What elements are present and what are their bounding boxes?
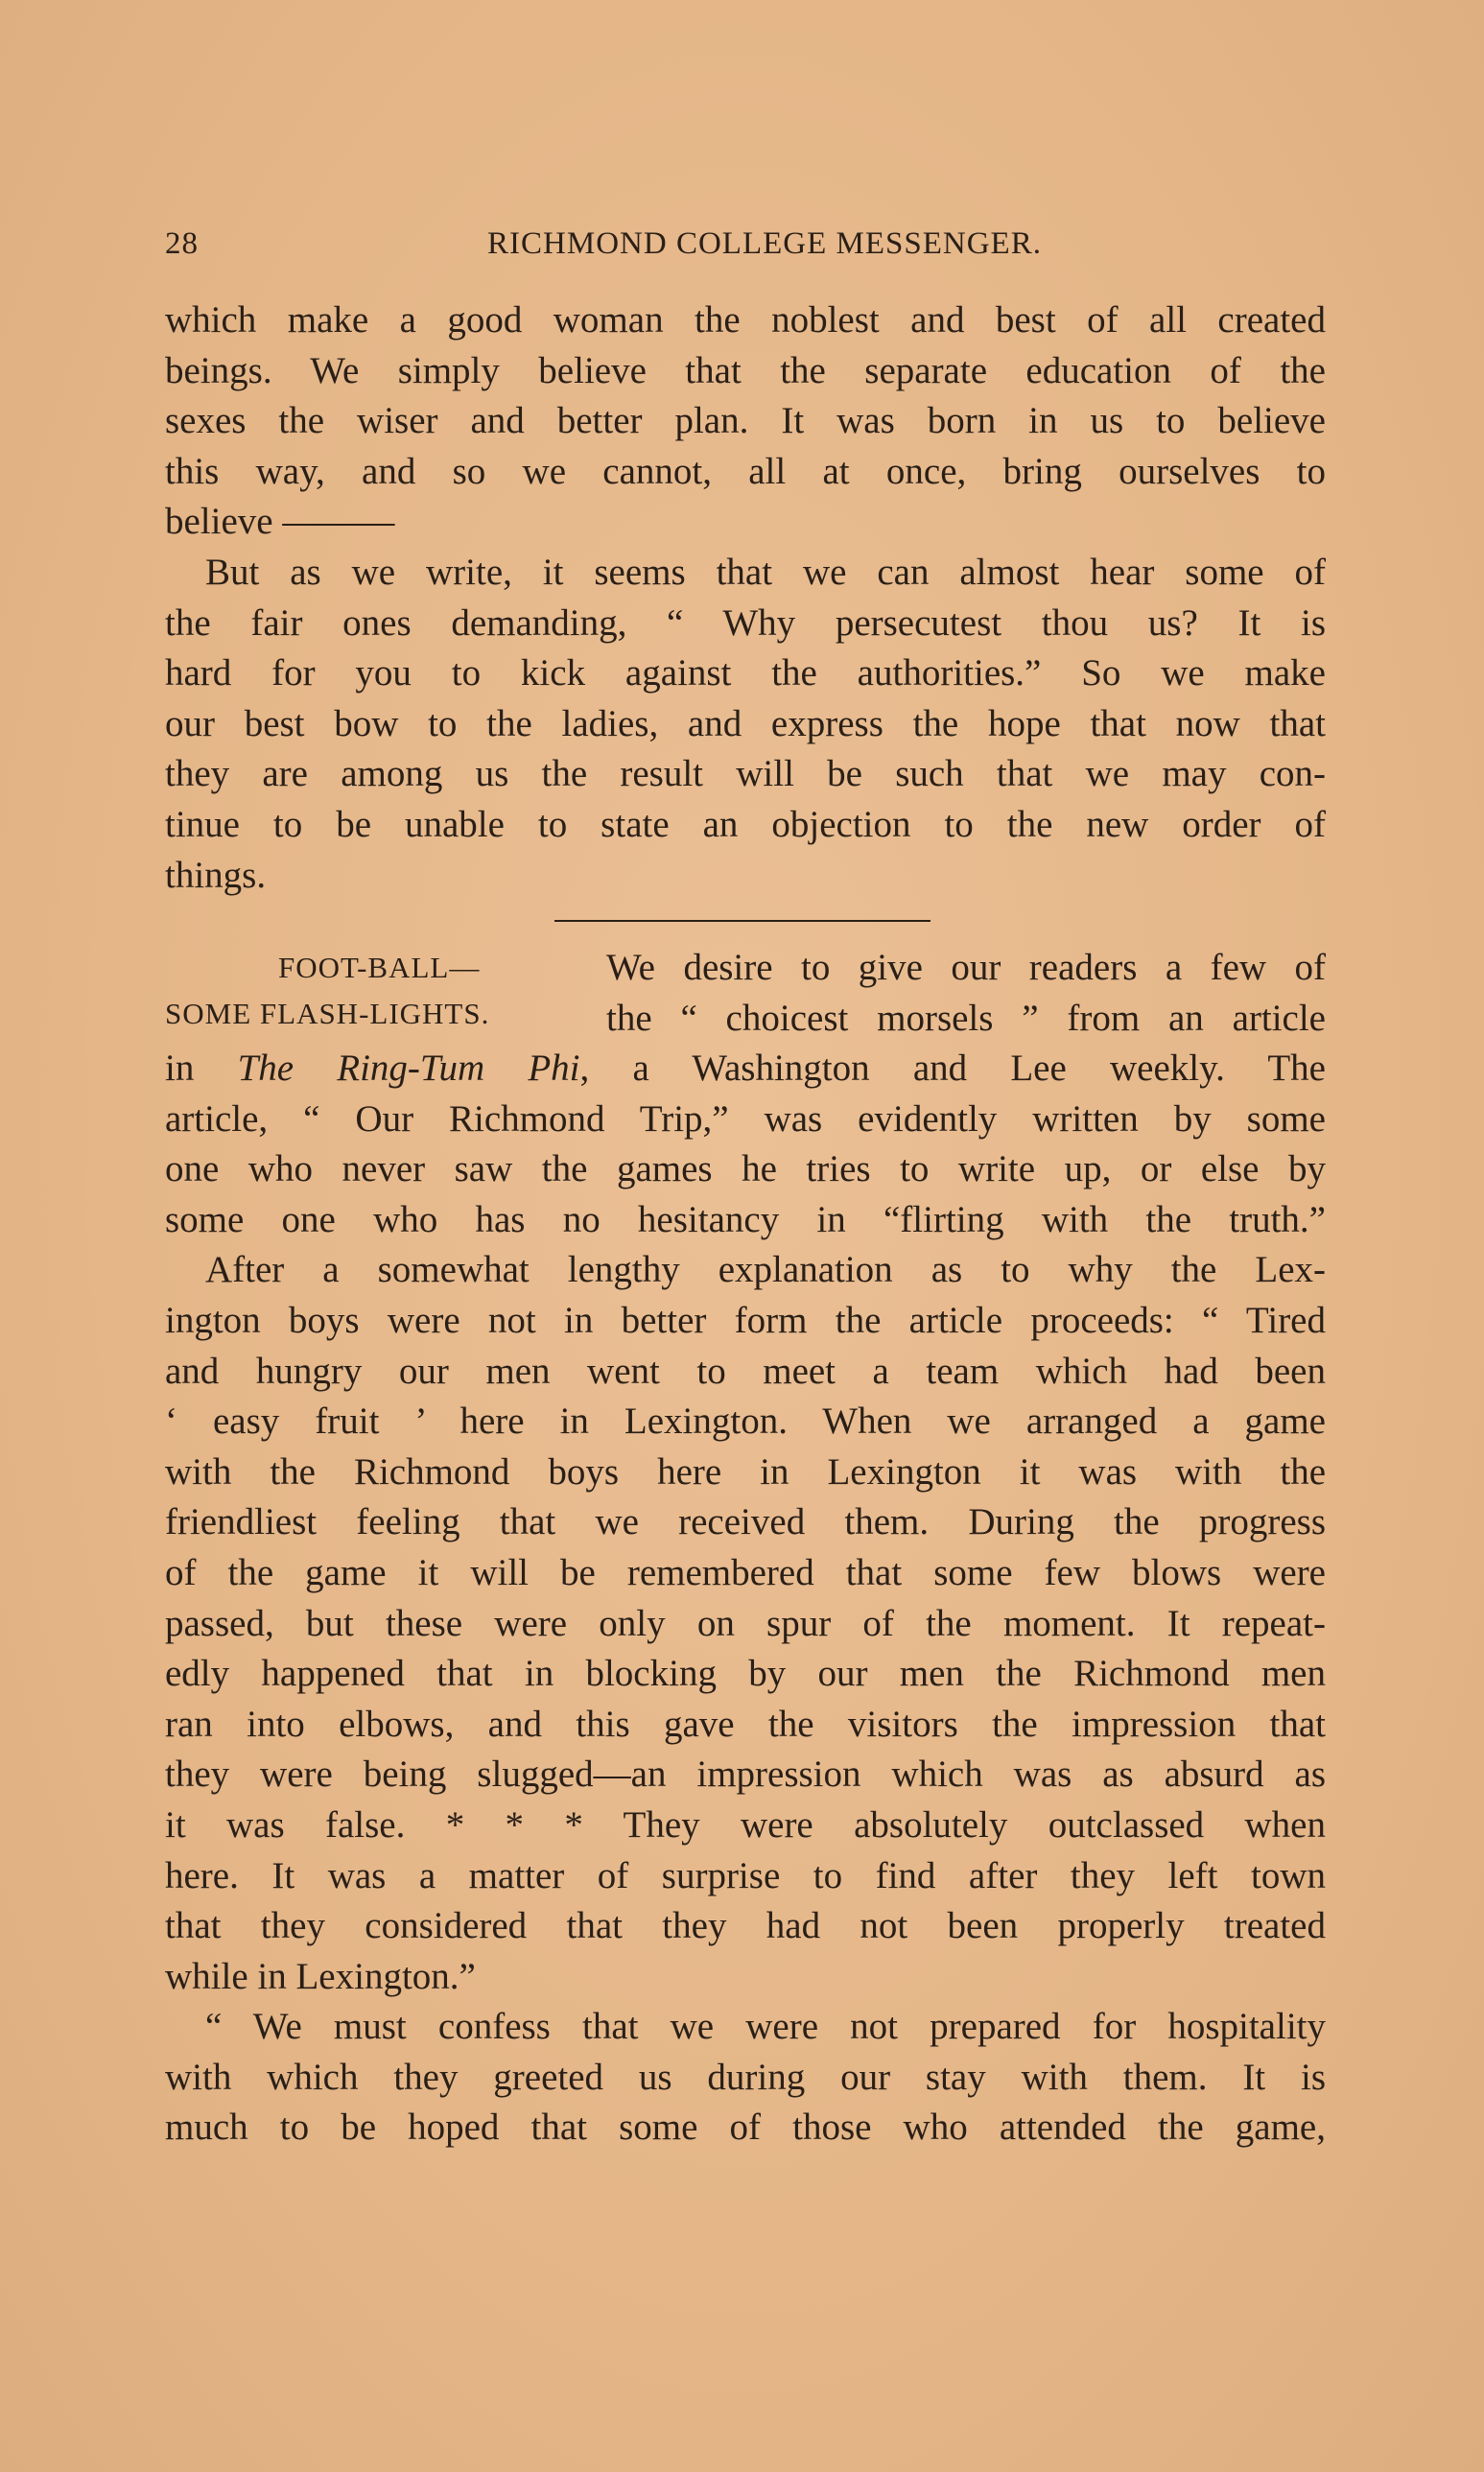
text-line: and hungry our men went to meet a team which had been	[165, 1350, 1326, 1392]
text-line: which make a good woman the noblest and best of all created	[165, 299, 1326, 341]
text-line: here. It was a matter of surprise to find after they left town	[165, 1854, 1326, 1896]
text-line: the fair ones demanding, “ Why persecutest thou us? It is	[165, 601, 1326, 644]
text-line	[165, 1044, 1326, 1095]
text-line: passed, but these were only on spur of the moment. It repeat-	[165, 1602, 1326, 1644]
text-line: that they considered that they had not been properly treated	[165, 1905, 1326, 1947]
text-line: they were being slugged—an impression which was as absurd as	[165, 1754, 1326, 1796]
text-line: edly happened that in blocking by our men the Richmond men	[165, 1653, 1326, 1695]
text-line: hard for you to kick against the authorities.” So we make	[165, 652, 1326, 695]
text-line: while in Lexington.”	[165, 1955, 476, 1997]
text-line: sexes the wiser and better plan. It was born in us to believe	[165, 400, 1326, 442]
page-number: 28	[165, 226, 199, 261]
text-line: things.	[165, 854, 267, 896]
section-heading	[165, 945, 606, 1037]
text-line: much to be hoped that some of those who attended the game,	[165, 2107, 1326, 2149]
text-line: After a somewhat lengthy explanation as to why the Lex-	[205, 1249, 1326, 1291]
publication-title: The Ring-Tum Phi	[237, 1048, 580, 1089]
section-heading-line: FOOT-BALL—	[278, 951, 481, 984]
text-line: the “ choicest morsels ” from an article	[606, 997, 1326, 1039]
text-line: But as we write, it seems that we can almost hear some of	[205, 551, 1326, 593]
text-line: with the Richmond boys here in Lexington it was with the	[165, 1450, 1326, 1493]
text-line: article, “ Our Richmond Trip,” was evidently written by some	[165, 1097, 1326, 1140]
text-line: ran into elbows, and this gave the visitors the impression that	[165, 1703, 1326, 1745]
text-fragment: in	[165, 1048, 238, 1089]
text-line: beings. We simply believe that the separate education of the	[165, 349, 1326, 391]
text-line: some one who has no hesitancy in “flirting with the truth.”	[165, 1198, 1326, 1240]
text-line: they are among us the result will be such that we may con-	[165, 753, 1326, 795]
text-line: We desire to give our readers a few of	[606, 947, 1326, 988]
text-line: believe ———	[165, 501, 395, 543]
running-title: RICHMOND COLLEGE MESSENGER.	[487, 226, 1042, 261]
opening-text	[165, 295, 1326, 901]
section-heading-line: SOME FLASH-LIGHTS.	[165, 997, 490, 1030]
text-line: friendliest feeling that we received them. During the progress	[165, 1501, 1326, 1543]
text-line: one who never saw the games he tries to write up, or else by	[165, 1148, 1326, 1190]
section-divider	[554, 920, 930, 922]
text-line: with which they greeted us during our stay with them. It is	[165, 2056, 1326, 2098]
text-line: it was false. * * * They were absolutely outclassed when	[165, 1803, 1326, 1846]
text-line: tinue to be unable to state an objection to the new order of	[165, 803, 1326, 845]
text-line: this way, and so we cannot, all at once, bring ourselves to	[165, 450, 1326, 492]
section-opening-text	[606, 943, 1326, 1044]
text-line: ington boys were not in better form the article proceeds: “ Tired	[165, 1299, 1326, 1341]
text-fragment: , a Washington and Lee weekly. The	[579, 1048, 1326, 1089]
text-line: our best bow to the ladies, and express the hope that now that	[165, 702, 1326, 744]
text-line: “ We must confess that we were not prepared for hospitality	[205, 2006, 1326, 2048]
section-body	[165, 1044, 1326, 2154]
text-line: of the game it will be remembered that some few blows were	[165, 1551, 1326, 1593]
text-line: ‘ easy fruit ’ here in Lexington. When we arranged a game	[165, 1401, 1326, 1443]
running-header	[165, 223, 1326, 267]
